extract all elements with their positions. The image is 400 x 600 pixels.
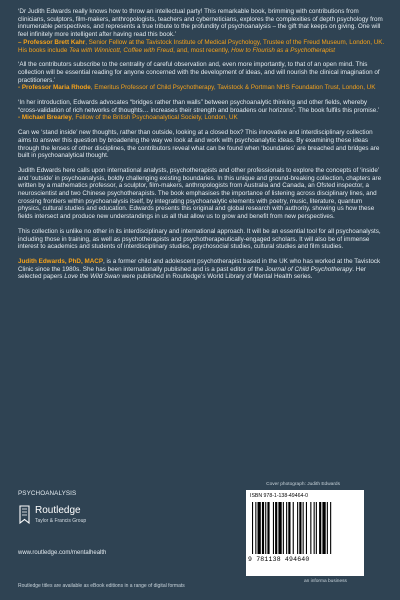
barcode-bars [252, 502, 358, 554]
barcode-digits: 9 781138 494640 [248, 556, 310, 563]
barcode-bar [293, 502, 294, 554]
bio-text: . Her selected papers [18, 265, 366, 281]
reviewer-name: – Professor Brett Kahr [18, 38, 86, 46]
barcode-bar [327, 502, 328, 554]
barcode-bar [255, 502, 256, 554]
blurb-paragraph: Can we ‘stand inside’ new thoughts, rather than outside, looking at a closed box? This innovative and interdisciplinary collection aims to answer this question by broadening the way we look at and work with psychoanalytic ideas. By examining these ideas through the lenses of other disciplines, the contributors reveal what can be found when ‘boundaries’ are breached and bridges are built in psychoanalytical thought. [18, 129, 380, 160]
quote-attribution [18, 84, 386, 92]
barcode-bar [262, 502, 264, 554]
barcode-bar [330, 502, 331, 554]
author-bio [18, 258, 386, 281]
reviewer-book-title-2: How to Flourish as a Psychotherapist [231, 46, 336, 54]
quote-text: ‘All the contributors subscribe to the centrality of careful observation and, even more importantly, to that of an open mind. This collection will be essential reading for anyone concerned with the development of ideas, and will nourish the clinical imagination of practitioners.’ [18, 61, 380, 84]
barcode-bar [297, 502, 298, 554]
barcode-bar [267, 502, 269, 554]
ebook-note: Routledge titles are available as eBook editions in a range of digital formats [18, 583, 185, 589]
cover-photo-credit: Cover photograph: Judith Edwards [266, 482, 340, 487]
bio-text: were published in Routledge’s World Library of Mental Health series. [119, 273, 313, 281]
review-quote-rhode [18, 61, 386, 92]
barcode-bar [252, 502, 253, 554]
routledge-emblem-icon [18, 505, 31, 525]
quote-attribution [18, 114, 386, 122]
barcode-bar [299, 502, 301, 554]
barcode-bar [319, 502, 321, 554]
bio-text: , is a former child and adolescent psychotherapist based in the UK who has worked at the Tavistock Clinic since the 1980s. She has been internationally published and is a past editor of the [18, 257, 381, 273]
publisher-name: Routledge [35, 505, 81, 516]
bio-book-title: Love the Wild Swan [64, 273, 120, 281]
barcode-bar [288, 502, 290, 554]
barcode-bar [278, 502, 281, 554]
blurb-paragraph: This collection is unlike no other in its interdisciplinary and international approach. It will be an essential tool for all psychoanalysts, including those in training, as well as psychotherapists and psychotherapeutically-engaged scholars. It will also be of immense interest to academics and students of interdisciplinary studies, psychosocial studies, cultural studies and film studies. [18, 227, 381, 251]
publisher-logo [18, 503, 168, 531]
barcode-bar [275, 502, 277, 554]
reviewer-book-title: Tea with Winnicott, Coffee with Freud [69, 46, 174, 54]
quote-text: ‘Dr Judith Edwards really knows how to throw an intellectual party! This remarkable book, brimming with contributions from clinicians, sculptors, film-makers, anthropologists, teachers and cyberneticians, explores the complexities of depth psychology from innumerable perspectives, and represents a true tribute to the profundity of psychoanalysis – the gift that keeps on giving. One will feel infinitely more intelligent after having read this book.’ [18, 8, 383, 39]
barcode-bar [265, 502, 266, 554]
barcode-bar [306, 502, 307, 554]
reviewer-affiliation: , Senior Fellow at the Tavistock Institute of Medical Psychology, Trustee of the Freud Museum, London, UK. His books include [18, 38, 385, 54]
reviewer-name: - Michael Brearley [18, 114, 72, 122]
informa-note: an informa business [304, 579, 347, 584]
barcode-bar [283, 502, 284, 554]
isbn-number: ISBN 978-1-138-49464-0 [250, 493, 308, 499]
publisher-url: www.routledge.com/mentalhealth [18, 550, 107, 556]
barcode-bar [273, 502, 274, 554]
review-quote-kahr [18, 8, 386, 54]
journal-title: Journal of Child Psychotherapy [265, 265, 353, 273]
quote-text: ‘In her introduction, Edwards advocates “bridges rather than walls” between psychoanalytic thinking and other fields, whereby “cross-validation of rich networks of thoughts… increases their strength and broadens our horizons”. The book fulfils this promise.’ [18, 99, 380, 114]
reviewer-affiliation: , Fellow of the British Psychoanalytical Society, London, UK [71, 114, 238, 122]
barcode-bar [314, 502, 315, 554]
barcode-bar [310, 502, 311, 554]
isbn-barcode [246, 490, 364, 576]
barcode-bar [303, 502, 304, 554]
blurb-paragraph: Judith Edwards here calls upon international analysts, psychotherapists and other professionals to explore the concepts of ‘inside’ and ‘outside’ in psychoanalysis, boldly challenging existing boundaries. In this unique and ground-breaking collection, chapters are written by a mathematics professor, a sculptor, film-makers, anthropologists from Australia and Canada, an Ofsted inspector, a neuroscientist and two Chinese psychotherapists. The book emphasises the importance of listening across disciplinary lines, and crossing frontiers within psychoanalysis itself, by integrating psychoanalytic elements with poetry, music, literature, quantum physics, cultural studies and education. Edwards presents this original and global research with authority, showing us how these fields intersect and produce new understandings in us all that allow us to grow and benefit from new perspectives. [18, 166, 382, 221]
barcode-bar [258, 502, 261, 554]
reviewer-affiliation-cont: , and, most recently, [173, 46, 232, 54]
barcode-bar [316, 502, 317, 554]
publisher-group: Taylor & Francis Group [35, 518, 87, 524]
back-cover-text [18, 8, 386, 288]
reviewer-affiliation: , Emeritus Professor of Child Psychotherapy, Tavistock & Portman NHS Foundation Trust, London, UK [90, 84, 376, 92]
author-name: Judith Edwards, PhD, MACP [18, 257, 104, 265]
review-quote-brearley [18, 99, 386, 122]
barcode-bar [322, 502, 325, 554]
reviewer-name: - Professor Maria Rhode [18, 84, 91, 92]
subject-category: PSYCHOANALYSIS [18, 490, 77, 497]
quote-attribution [18, 39, 386, 54]
barcode-bar [286, 502, 287, 554]
